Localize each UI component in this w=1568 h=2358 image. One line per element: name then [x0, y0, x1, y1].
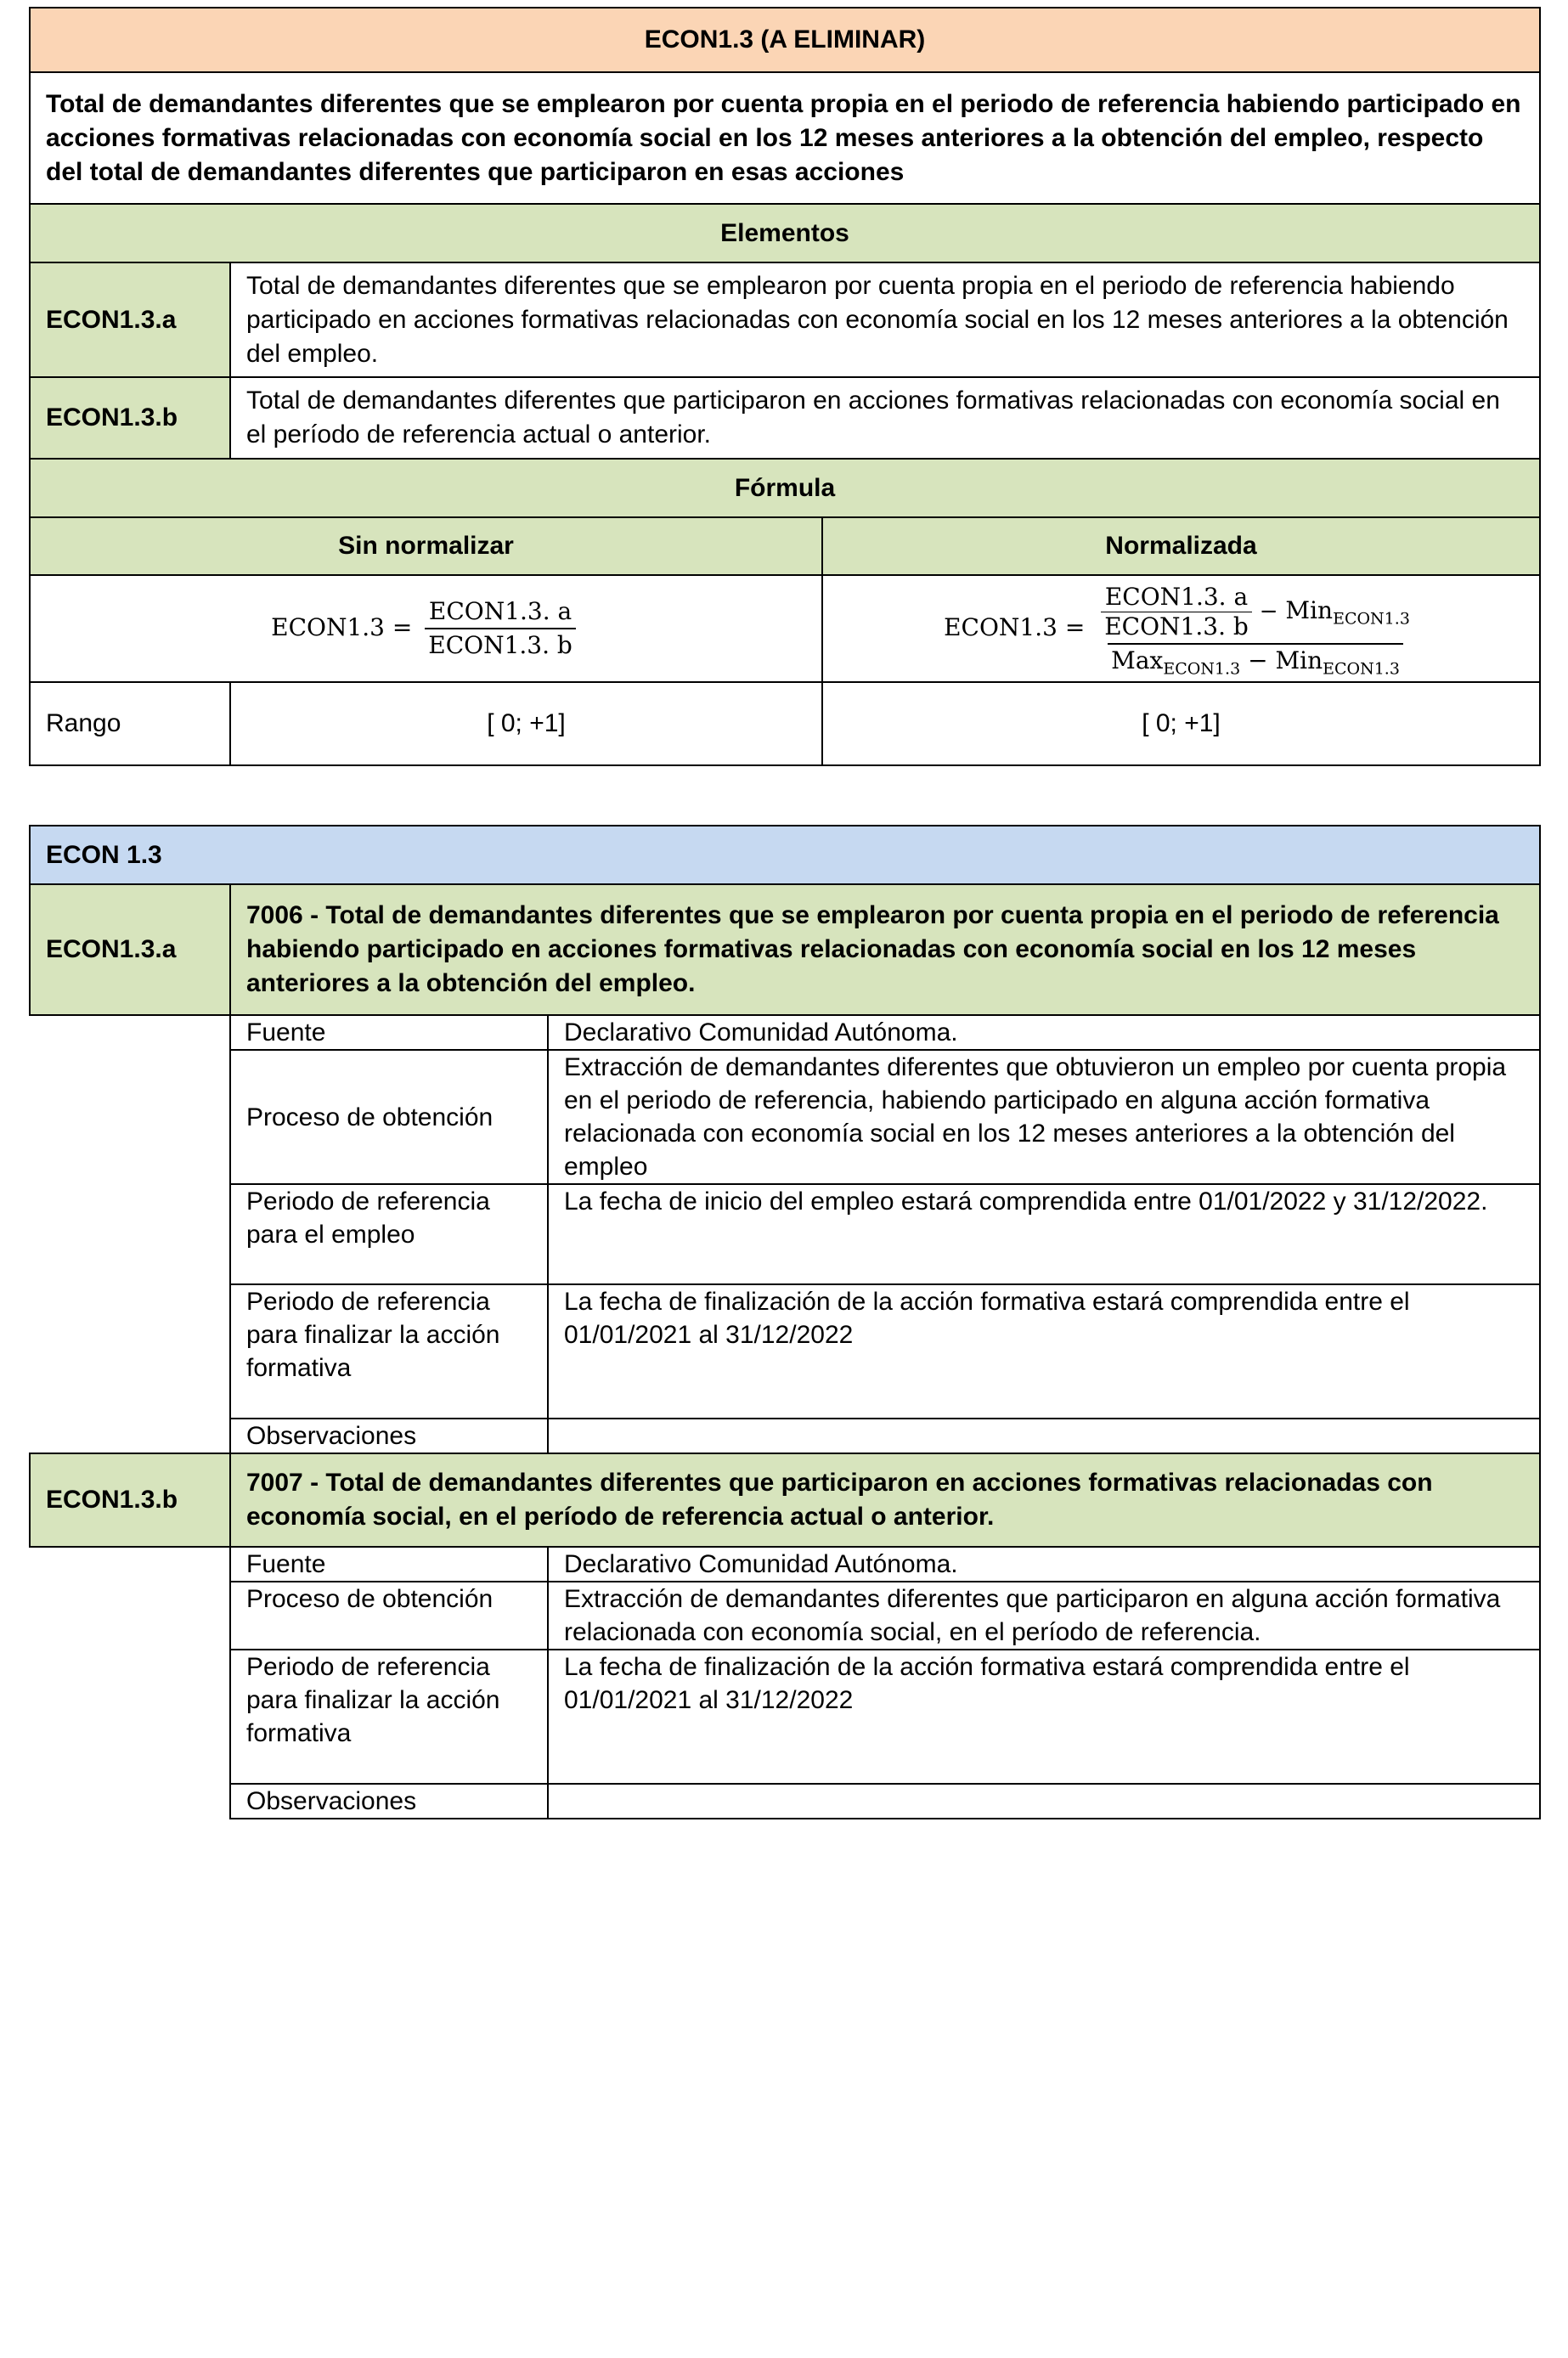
row-value: Declarativo Comunidad Autónoma.	[548, 1015, 1540, 1050]
row-value	[548, 1419, 1540, 1453]
formula-norm-fraction	[1097, 582, 1413, 679]
formula-max-sub: ECON1.3	[1163, 659, 1241, 679]
formula-lhs: ECON1.3 =	[271, 612, 413, 641]
rango-raw-value: [ 0; +1]	[230, 682, 822, 765]
element-code-a: ECON1.3.a	[30, 262, 230, 377]
formula-inner-num: ECON1.3. a	[1104, 582, 1249, 611]
formula-raw-fraction	[425, 597, 576, 660]
formula-norm-lhs: ECON1.3 =	[944, 612, 1086, 641]
spacer	[30, 1284, 230, 1419]
row-label: Fuente	[230, 1547, 548, 1582]
row-value	[548, 1784, 1540, 1819]
indicator-sources-table	[29, 825, 1541, 1819]
formula-header: Fórmula	[30, 459, 1540, 517]
row-value: Extracción de demandantes diferentes que participaron en alguna acción formativa relacionada con economía social, en el período de referencia.	[548, 1582, 1540, 1650]
formula-norm-numerator	[1097, 583, 1413, 643]
indicator-title: ECON1.3 (A ELIMINAR)	[30, 8, 1540, 72]
formula-min-sub-2: ECON1.3	[1323, 659, 1400, 679]
row-value: La fecha de finalización de la acción formativa estará comprendida entre el 01/01/2021 al 31/12/2022	[548, 1284, 1540, 1419]
normalizada-header: Normalizada	[822, 517, 1540, 575]
formula-normalized	[944, 582, 1419, 679]
row-label: Proceso de obtención	[230, 1050, 548, 1184]
row-value: Declarativo Comunidad Autónoma.	[548, 1547, 1540, 1582]
row-label: Periodo de referencia para el empleo	[230, 1184, 548, 1284]
row-value: La fecha de inicio del empleo estará comprendida entre 01/01/2022 y 31/12/2022.	[548, 1184, 1540, 1284]
spacer	[30, 1650, 230, 1784]
source-header-b: 7007 - Total de demandantes diferentes que participaron en acciones formativas relacionadas con economía social, en el período de referencia actual o anterior.	[230, 1453, 1540, 1547]
rango-normalized-value: [ 0; +1]	[822, 682, 1540, 765]
source-header-a: 7006 - Total de demandantes diferentes que se emplearon por cuenta propia en el periodo de referencia habiendo participado en acciones formativas relacionadas con economía social en los 12 meses anteriores a la obtención del empleo.	[230, 884, 1540, 1015]
formula-inner-fraction	[1101, 583, 1252, 641]
indicator-definition-table	[29, 7, 1541, 766]
indicator-description: Total de demandantes diferentes que se emplearon por cuenta propia en el periodo de referencia habiendo participado en acciones formativas relacionadas con economía social en los 12 meses anteriores a la obtención del empleo, respecto del total de demandantes diferentes que participaron en esas acciones	[30, 72, 1540, 204]
row-value: Extracción de demandantes diferentes que obtuvieron un empleo por cuenta propia en el periodo de referencia, habiendo participado en alguna acción formativa relacionada con economía social en los 12 meses anteriores a la obtención del empleo	[548, 1050, 1540, 1184]
spacer	[30, 1784, 230, 1819]
row-value: La fecha de finalización de la acción formativa estará comprendida entre el 01/01/2021 al 31/12/2022	[548, 1650, 1540, 1784]
formula-minus-1: −	[1259, 598, 1278, 624]
formula-max: Max	[1111, 646, 1164, 674]
rango-label: Rango	[30, 682, 230, 765]
formula-min-2: Min	[1275, 646, 1323, 674]
spacer	[30, 1419, 230, 1453]
spacer	[30, 1015, 230, 1050]
formula-numerator: ECON1.3. a	[428, 597, 572, 625]
row-label: Periodo de referencia para finalizar la acción formativa	[230, 1650, 548, 1784]
element-text-a: Total de demandantes diferentes que se emplearon por cuenta propia en el periodo de referencia habiendo participado en acciones formativas relacionadas con economía social en los 12 meses anteriores a la obtención del empleo.	[230, 262, 1540, 377]
row-label: Observaciones	[230, 1784, 548, 1819]
formula-min-1: Min	[1285, 595, 1334, 624]
formula-norm-denominator	[1108, 643, 1403, 679]
source-code-a: ECON1.3.a	[30, 884, 230, 1015]
row-label: Fuente	[230, 1015, 548, 1050]
row-label: Proceso de obtención	[230, 1582, 548, 1650]
formula-minus-2: −	[1248, 646, 1268, 674]
spacer	[30, 1582, 230, 1650]
formula-raw	[271, 597, 581, 659]
elements-header: Elementos	[30, 204, 1540, 262]
spacer	[30, 1050, 230, 1184]
formula-inner-den: ECON1.3. b	[1101, 612, 1252, 641]
row-label: Periodo de referencia para finalizar la acción formativa	[230, 1284, 548, 1419]
sources-title: ECON 1.3	[30, 826, 1540, 884]
source-code-b: ECON1.3.b	[30, 1453, 230, 1547]
formula-denominator: ECON1.3. b	[425, 628, 576, 660]
formula-normalized-cell	[822, 575, 1540, 682]
element-code-b: ECON1.3.b	[30, 377, 230, 459]
element-text-b: Total de demandantes diferentes que participaron en acciones formativas relacionadas con economía social en el período de referencia actual o anterior.	[230, 377, 1540, 459]
spacer	[30, 1184, 230, 1284]
sin-normalizar-header: Sin normalizar	[30, 517, 822, 575]
formula-raw-cell	[30, 575, 822, 682]
spacer	[30, 1547, 230, 1582]
formula-min-sub-1: ECON1.3	[1333, 609, 1410, 629]
row-label: Observaciones	[230, 1419, 548, 1453]
